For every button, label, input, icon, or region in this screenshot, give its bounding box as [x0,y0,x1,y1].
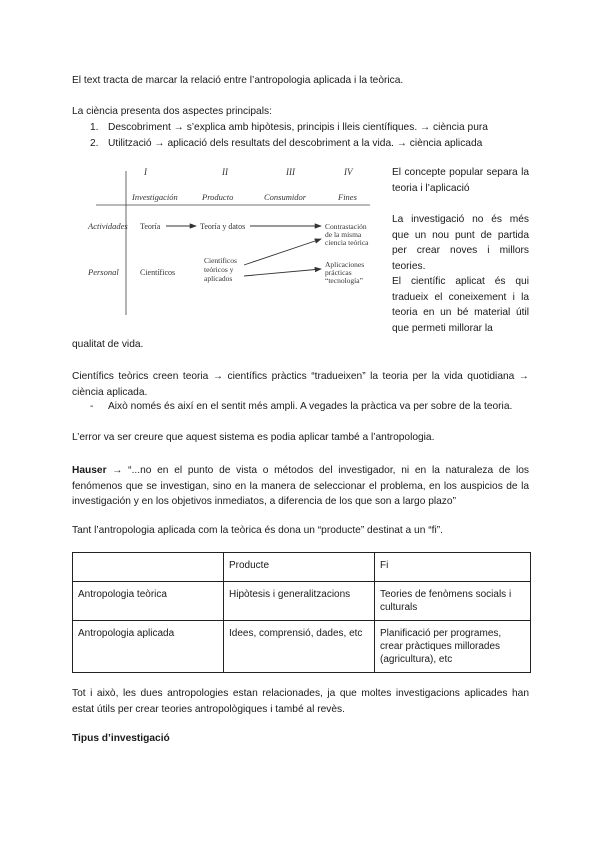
column-label: Producto [202,192,234,202]
intro-paragraph: El text tracta de marcar la relació entre l’antropologia aplicada i la teòrica. [72,75,404,86]
aplicaciones-line: Aplicaciones [325,260,365,269]
table-cell: Fi [375,553,531,582]
roman-numeral: III [286,167,295,177]
teoria-datos-text: Teoría y datos [200,222,246,231]
table-cell [73,553,224,582]
table-cell: Teories de fenòmens socials i culturals [375,582,531,621]
aspects-intro: La ciència presenta dos aspectes principals: [72,106,272,117]
list-text: Descobriment → s’explica amb hipòtesis, principis i lleis científiques. → ciència pura [108,122,488,133]
theorists-paragraph: Científics teòrics creen teoria → científics pràctics “tradueixen” la teoria per la vida quotidiana → ciència aplicada. [72,371,529,398]
column-label: Investigación [132,192,178,202]
cientificos-teoricos-line: teóricos y [204,265,234,274]
science-diagram [74,163,374,319]
table-row [73,621,531,673]
column-label: Fines [338,192,357,202]
aplicaciones-line: prácticas [325,268,352,277]
contrastacion-line: ciencia teórica [325,238,369,247]
both-paragraph: Tant l’antropologia aplicada com la teòrica és dona un “producte” destinat a un “fi”. [72,525,443,536]
roman-numeral: I [144,167,147,177]
section-title: Tipus d’investigació [72,733,170,744]
aplicaciones-line: “tecnología” [325,276,363,285]
cientificos-teoricos-line: Científicos [204,256,237,265]
list-item [90,138,482,149]
dash-marker: - [90,401,94,412]
cientificos-text: Científicos [140,268,176,277]
contrastacion-line: de la misma [325,230,362,239]
right-paragraph: El concepte popular separa la teoria i l’aplicació [392,167,529,194]
table-row [73,582,531,621]
table-header-row [73,553,531,582]
table-cell: Hipòtesis i generalitzacions [224,582,375,621]
right-paragraph: El científic aplicat és qui tradueix el coneixement i la teoria en un bé material útil que permeti millorar la [392,276,529,334]
table-cell: Idees, comprensió, dades, etc [224,621,375,673]
dash-item [90,401,512,412]
right-paragraph: La investigació no és més que un nou punt de partida per crear noves i millors teories. [392,214,529,272]
table-cell: Planificació per programes, crear pràctiques millorades (agricultura), etc [375,621,531,673]
column-label: Consumidor [264,192,307,202]
table-cell: Antropologia aplicada [73,621,224,673]
arrow [244,239,321,265]
list-item [90,122,488,133]
hauser-quote [72,463,529,510]
contrastacion-line: Contrastación [325,222,367,231]
list-number: 1. [90,122,99,133]
list-number: 2. [90,138,99,149]
arrow [244,269,321,276]
error-paragraph: L’error va ser creure que aquest sistema es podia aplicar també a l’antropologia. [72,432,435,443]
roman-numeral: II [222,167,228,177]
table-cell: Producte [224,553,375,582]
hauser-text: → “...no en el punto de vista o métodos del investigador, ni en la naturaleza de los fenómenos que se investigan, sino en la manera de seleccionar el problema, en los auspicios de la investigación y en los objetivos inmediatos, a diferencia de los que son a largo plazo” [72,465,529,507]
row-label: Actividades [88,221,128,231]
product-goal-table [72,552,531,673]
conclusion-paragraph: Tot i això, les dues antropologies estan relacionades, ja que moltes investigacions aplicades han estat útils per crear teories antropològiques i també al revès. [72,688,529,715]
dash-text: Això només és així en el sentit més ampli. A vegades la pràctica va per sobre de la teoria. [108,401,513,412]
hauser-name: Hauser [72,465,107,476]
roman-numeral: IV [344,167,353,177]
row-label: Personal [88,267,119,277]
list-text: Utilització → aplicació dels resultats del descobriment a la vida. → ciència aplicada [108,138,483,149]
cientificos-teoricos-line: aplicados [204,274,233,283]
teoria-text: Teoría [140,222,161,231]
right-paragraph-continuation: qualitat de vida. [72,339,144,350]
table-cell: Antropologia teòrica [73,582,224,621]
